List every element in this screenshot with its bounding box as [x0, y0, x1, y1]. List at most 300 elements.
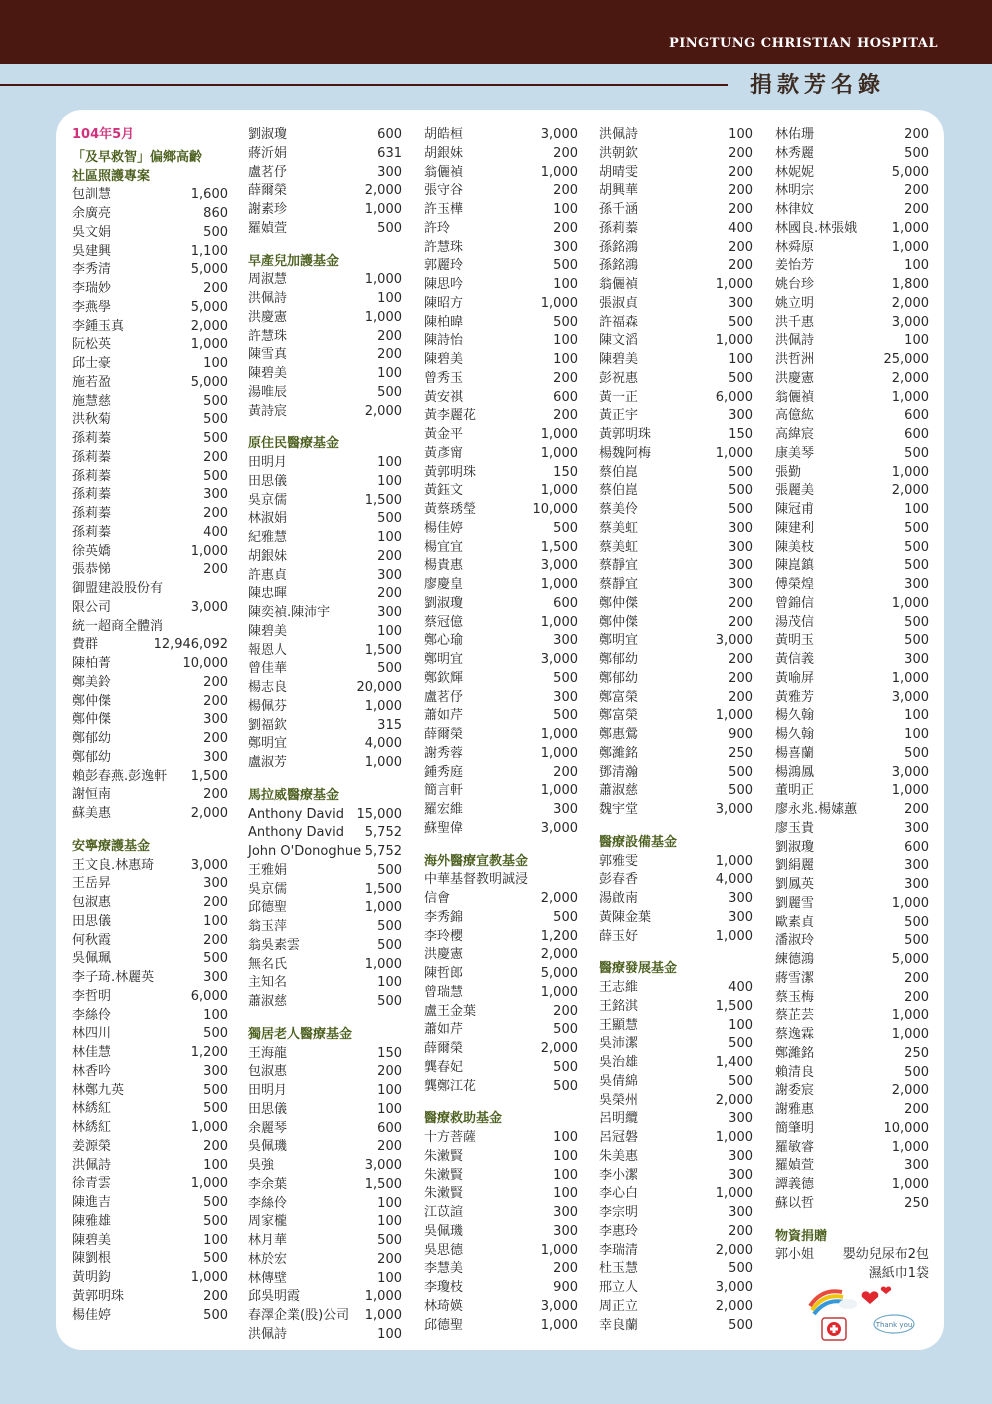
donation-amount: 500	[904, 933, 929, 949]
section-title: 馬拉威醫療基金	[248, 787, 340, 803]
donor-list	[424, 890, 578, 1096]
donor-name: 林四川	[72, 1026, 112, 1042]
donation-amount: 3,000	[715, 802, 753, 817]
donor-name: 許福森	[599, 314, 639, 330]
donor-name: 高緯宸	[775, 427, 815, 442]
donor-name: 黃郭明珠	[599, 427, 652, 442]
donor-row	[599, 1279, 753, 1298]
donation-amount: 100	[377, 1101, 402, 1117]
donation-amount: 1,000	[540, 164, 578, 180]
donor-row	[599, 1092, 753, 1111]
donor-name: 徐青雲	[72, 1176, 112, 1192]
donor-name: 吳文娟	[72, 224, 112, 240]
donor-name: 蕭淑慈	[599, 783, 639, 799]
donation-amount: 200	[377, 586, 402, 602]
donor-name: 洪佩詩	[248, 291, 288, 306]
donation-amount: 200	[377, 328, 402, 344]
donor-row	[424, 1003, 578, 1022]
section-title: 醫療設備基金	[599, 834, 678, 850]
donor-name: 羅媜萱	[775, 1158, 815, 1174]
donation-amount: 1,000	[540, 614, 578, 630]
donor-row	[72, 1119, 228, 1138]
donor-row	[775, 1101, 929, 1120]
donor-name: 陳忠暉	[248, 586, 288, 602]
donation-amount: 100	[904, 727, 929, 742]
donor-name: 洪千惠	[775, 314, 815, 330]
donation-amount: 3,000	[891, 689, 929, 705]
donor-name: 翁儷禎	[599, 277, 639, 292]
donation-amount: 300	[203, 712, 228, 728]
speech-bubble-icon	[874, 1315, 914, 1333]
donor-row	[248, 1045, 402, 1064]
donor-row	[599, 670, 753, 689]
donor-row	[775, 164, 929, 183]
donor-row	[775, 1157, 929, 1176]
donor-list	[424, 126, 578, 839]
section-title: 海外醫療宣教基金	[424, 853, 529, 869]
donation-amount: 300	[553, 802, 578, 817]
donor-row	[424, 314, 578, 333]
donor-row	[599, 314, 753, 333]
donation-amount: 300	[728, 539, 753, 555]
donor-row	[775, 801, 929, 820]
donor-row	[424, 445, 578, 464]
donor-list	[599, 853, 753, 947]
donor-list	[72, 186, 228, 580]
donor-name: 翁儷禎	[424, 164, 464, 180]
donor-row	[599, 707, 753, 726]
donation-amount: 3,000	[540, 127, 578, 142]
donor-name: 盧茗伃	[248, 164, 288, 180]
section-title: 早產兒加護基金	[248, 253, 340, 269]
donor-name: 蔡逸霖	[775, 1027, 815, 1042]
donation-amount: 500	[377, 937, 402, 953]
donation-amount: 1,000	[715, 333, 753, 349]
donation-amount: 200	[377, 347, 402, 363]
donation-amount: 300	[203, 876, 228, 892]
donor-name: 黃陳金葉	[599, 909, 652, 925]
donor-name: Anthony David	[248, 825, 345, 841]
donor-list	[248, 454, 402, 773]
donor-name: 杜玉慧	[599, 1261, 639, 1277]
donor-row	[775, 501, 929, 520]
donor-name: 周家櫳	[248, 1214, 288, 1230]
donor-name: 鄭郁幼	[599, 652, 639, 667]
donor-row	[424, 614, 578, 633]
donor-row	[599, 1035, 753, 1054]
donor-row	[72, 1288, 228, 1307]
donor-name: 曾瑞慧	[424, 984, 464, 1000]
donor-name: 陳奕禎.陳沛宇	[248, 605, 331, 620]
donor-name: 十方菩薩	[424, 1130, 477, 1145]
donation-amount: 1,000	[540, 295, 578, 311]
donation-amount: 5,752	[364, 844, 402, 859]
donor-row	[424, 1021, 578, 1040]
donation-amount: 300	[728, 520, 753, 536]
donor-row	[599, 595, 753, 614]
donor-row	[599, 145, 753, 164]
donation-amount: 100	[377, 1326, 402, 1342]
donation-amount: 100	[553, 277, 578, 292]
donation-amount: 250	[904, 1195, 929, 1211]
donation-amount: 100	[377, 291, 402, 306]
donor-name: 邢立人	[599, 1280, 639, 1295]
donor-name: 翁儷禎	[775, 389, 815, 405]
donor-row	[72, 1082, 228, 1101]
donor-name: 孫莉蓁	[72, 449, 112, 465]
donation-amount: 400	[203, 524, 228, 540]
donor-list	[424, 1129, 578, 1335]
donor-row	[248, 548, 402, 567]
donor-row	[599, 1073, 753, 1092]
donor-row	[775, 482, 929, 501]
donor-row	[775, 914, 929, 933]
section-title: 物資捐贈	[775, 1228, 828, 1244]
donor-name: 洪佩詩	[72, 1157, 112, 1173]
donor-name: 陳詩怡	[424, 333, 464, 349]
donor-row	[599, 632, 753, 651]
donation-amount: 1,000	[540, 745, 578, 761]
donation-amount: 3,000	[540, 820, 578, 836]
donor-name: 曾秀玉	[424, 370, 464, 386]
donor-row	[424, 1242, 578, 1261]
donor-row	[72, 1307, 228, 1326]
donation-amount: 500	[203, 1251, 228, 1267]
donor-row	[599, 909, 753, 928]
donation-amount: 300	[553, 1205, 578, 1220]
donation-amount: 200	[728, 183, 753, 199]
donation-amount: 600	[904, 408, 929, 424]
donor-row	[599, 220, 753, 239]
donation-amount: 250	[904, 1045, 929, 1061]
donor-row	[248, 660, 402, 679]
donor-name: 蔣雪潔	[775, 970, 815, 986]
donor-name: 洪佩詩	[599, 127, 639, 142]
donor-row	[599, 764, 753, 783]
donor-list	[599, 126, 753, 820]
donor-row	[775, 576, 929, 595]
donor-row	[72, 655, 228, 674]
donation-amount: 100	[203, 1157, 228, 1173]
donor-name: 郭小姐	[775, 1247, 815, 1263]
donor-row	[72, 1232, 228, 1251]
donor-name: 許慧珠	[248, 328, 288, 344]
donor-name: 吳榮州	[599, 1092, 639, 1108]
donor-name: 謝委宸	[775, 1083, 815, 1099]
donor-row	[72, 913, 228, 932]
donor-row	[775, 370, 929, 389]
donor-name: 信會	[424, 891, 451, 906]
donor-name: 鄭郁幼	[72, 749, 112, 765]
donation-amount: 1,000	[190, 1176, 228, 1192]
donor-name: 田思儀	[248, 473, 288, 489]
donor-row	[775, 820, 929, 839]
donor-row	[72, 486, 228, 505]
donor-row	[424, 1167, 578, 1186]
hospital-name: PINGTUNG CHRISTIAN HOSPITAL	[668, 36, 938, 51]
donation-amount: 100	[377, 366, 402, 381]
donation-amount: 200	[553, 220, 578, 236]
donation-amount: 1,100	[190, 243, 228, 259]
donation-amount: 300	[728, 295, 753, 311]
donor-name: 薛爾榮	[248, 183, 288, 199]
donation-amount: 200	[203, 506, 228, 521]
donor-row	[72, 1025, 228, 1044]
donor-name: 陳美枝	[775, 539, 815, 555]
donor-name: 賴彭春燕.彭逸軒	[72, 768, 168, 784]
donation-amount: 100	[377, 530, 402, 545]
donor-row	[424, 1279, 578, 1298]
donor-name: 謝恒南	[72, 787, 112, 803]
donation-amount: 300	[553, 1223, 578, 1239]
donor-row	[775, 1007, 929, 1026]
donation-amount: 200	[377, 1251, 402, 1267]
donation-amount: 1,000	[715, 1186, 753, 1202]
donor-name: 吳京儒	[248, 881, 288, 897]
donor-name: 張守谷	[424, 183, 464, 199]
donor-row	[72, 205, 228, 224]
donation-amount: 2,000	[540, 947, 578, 963]
donor-row	[775, 332, 929, 351]
donor-name: 譚義德	[775, 1177, 815, 1192]
donor-name: 黃郭明珠	[72, 1288, 125, 1304]
donation-amount: 100	[203, 1007, 228, 1023]
donor-row	[72, 186, 228, 205]
donation-amount: 2,000	[364, 183, 402, 199]
column-4	[599, 126, 753, 1335]
donation-amount: 100	[377, 455, 402, 470]
donation-amount: 500	[553, 670, 578, 686]
donor-row	[72, 355, 228, 374]
donor-name: 董明正	[775, 783, 815, 799]
donor-name: 楊魏阿梅	[599, 445, 652, 461]
donor-row	[424, 820, 578, 839]
goods-row	[775, 1265, 929, 1284]
donor-name: 林舜原	[775, 239, 815, 255]
donation-amount: 100	[904, 258, 929, 274]
donor-name: 鄭仲傑	[599, 595, 639, 611]
donation-amount: 3,000	[891, 314, 929, 330]
donation-amount: 500	[904, 745, 929, 761]
donor-row	[775, 632, 929, 651]
donation-amount: 200	[553, 408, 578, 424]
donor-row	[248, 473, 402, 492]
donation-amount: 500	[553, 909, 578, 925]
donor-name: 李瑞妙	[72, 281, 112, 296]
donor-row	[248, 510, 402, 529]
donation-amount: 200	[728, 652, 753, 667]
donation-amount: 200	[203, 449, 228, 465]
donor-row	[248, 937, 402, 956]
donor-row	[599, 501, 753, 520]
donation-amount: 500	[728, 764, 753, 780]
donor-row	[72, 693, 228, 712]
donor-row	[248, 881, 402, 900]
donation-amount: 1,500	[190, 768, 228, 784]
donor-row	[775, 1195, 929, 1214]
donor-row	[424, 576, 578, 595]
donation-amount: 200	[203, 895, 228, 910]
donor-name: 吳思德	[424, 1242, 464, 1258]
donor-name: 鄭仲傑	[72, 693, 112, 709]
donor-name: 李哲明	[72, 988, 112, 1004]
donor-name: 練德鴻	[775, 952, 815, 967]
donation-amount: 100	[728, 127, 753, 142]
donor-row	[248, 843, 402, 862]
donor-row	[424, 370, 578, 389]
donor-name: 楊佳婷	[424, 520, 464, 536]
donation-amount: 300	[728, 1167, 753, 1183]
donor-name: 張淑貞	[599, 295, 639, 311]
donation-amount: 100	[377, 623, 402, 639]
donation-amount: 500	[728, 483, 753, 499]
donation-amount: 631	[377, 145, 402, 161]
donor-row	[599, 979, 753, 998]
donation-amount: 500	[728, 1317, 753, 1333]
section-title: 獨居老人醫療基金	[248, 1026, 353, 1042]
donation-amount: 2,000	[540, 1041, 578, 1056]
donor-name: 鍾秀庭	[424, 764, 464, 780]
donor-row	[72, 299, 228, 318]
donation-amount: 1,800	[891, 277, 929, 292]
donor-name: 江苡諠	[424, 1205, 464, 1220]
donor-row	[599, 726, 753, 745]
section-title: 社區照護專案	[72, 168, 151, 184]
donation-amount: 900	[728, 727, 753, 742]
donation-amount: 2,000	[891, 1083, 929, 1099]
donation-amount: 500	[904, 1064, 929, 1080]
donor-row	[599, 389, 753, 408]
donor-name: 王銘淇	[599, 998, 639, 1014]
donation-amount: 1,000	[891, 239, 929, 255]
donation-amount: 500	[377, 511, 402, 527]
donation-amount: 100	[553, 1148, 578, 1164]
donor-row	[424, 909, 578, 928]
donor-row	[424, 651, 578, 670]
donor-name: 楊宜宜	[424, 539, 464, 555]
donor-row	[248, 1195, 402, 1214]
donor-name: 劉淑瓊	[424, 595, 464, 611]
donor-row	[424, 520, 578, 539]
donor-row	[424, 182, 578, 201]
donor-name: 陳雅雄	[72, 1213, 112, 1229]
donation-amount: 100	[553, 1186, 578, 1202]
donor-name: 羅敏睿	[775, 1139, 815, 1155]
donor-name: 林於宏	[248, 1251, 288, 1267]
donation-amount: 200	[904, 802, 929, 817]
donor-row	[424, 201, 578, 220]
donation-amount: 3,000	[190, 599, 228, 615]
section-title: 「及早救智」偏鄉高齡	[72, 149, 203, 165]
donation-amount: 200	[377, 1139, 402, 1155]
donation-amount: 300	[728, 1111, 753, 1127]
donation-amount: 1,000	[540, 1317, 578, 1333]
donor-row	[424, 464, 578, 483]
donor-row	[599, 1129, 753, 1148]
donation-amount: 100	[377, 473, 402, 489]
donor-row	[599, 426, 753, 445]
donation-amount: 500	[203, 412, 228, 428]
donor-name: 蘇美惠	[72, 806, 112, 821]
donation-amount: 100	[904, 708, 929, 724]
donor-row	[72, 1138, 228, 1157]
donation-amount: 4,000	[715, 872, 753, 888]
donor-list	[775, 126, 929, 1214]
donor-name: 鄭仲傑	[599, 614, 639, 630]
donation-amount: 1,000	[540, 783, 578, 799]
donor-name: 許慧珠	[424, 239, 464, 255]
donor-name: 施若盈	[72, 374, 112, 390]
donor-name: 姚台珍	[775, 277, 815, 292]
donor-name: 蔡伯崑	[599, 464, 639, 480]
donor-list	[248, 126, 402, 239]
donor-name: 羅媜萱	[248, 220, 288, 236]
donor-name: 楊貴惠	[424, 558, 464, 574]
donation-amount: 5,752	[364, 825, 402, 841]
donor-row	[775, 145, 929, 164]
donation-amount: 12,946,092	[153, 637, 228, 653]
donor-row	[599, 928, 753, 947]
donor-name: 洪秋菊	[72, 412, 112, 428]
donor-name: 林鄭九英	[72, 1082, 125, 1098]
donation-amount: 300	[904, 1158, 929, 1174]
donation-amount: 1,000	[891, 464, 929, 480]
donation-amount: 500	[203, 1213, 228, 1229]
donor-name: 張恭悌	[72, 562, 112, 578]
donor-name: 陳雪真	[248, 347, 288, 363]
donor-row	[775, 876, 929, 895]
donor-name: 林明宗	[775, 183, 815, 199]
donation-amount: 200	[904, 989, 929, 1005]
donor-name: 姚立明	[775, 295, 815, 311]
donor-row	[72, 786, 228, 805]
donor-row	[424, 726, 578, 745]
donor-row	[424, 689, 578, 708]
donor-name: 費群	[72, 637, 99, 653]
donation-amount: 500	[377, 862, 402, 878]
donor-name: 謝雅惠	[775, 1102, 815, 1117]
donation-amount: 200	[728, 670, 753, 686]
donor-row	[72, 1250, 228, 1269]
donor-name: 蔡靜宜	[599, 558, 639, 574]
donor-name: 邱德聖	[424, 1317, 464, 1333]
donor-row	[599, 276, 753, 295]
donation-amount: 500	[553, 1078, 578, 1094]
donation-amount: 500	[203, 224, 228, 240]
donor-row	[775, 1120, 929, 1139]
donation-amount: 200	[203, 674, 228, 690]
donation-amount: 300	[904, 877, 929, 892]
donor-name: 林綉紅	[72, 1120, 112, 1135]
donor-row	[72, 243, 228, 262]
donor-name: 孫銘鴻	[599, 239, 639, 255]
donation-amount: 1,000	[891, 1027, 929, 1042]
donor-name: 楊久翰	[775, 727, 815, 742]
donation-amount: 300	[728, 408, 753, 424]
donor-name-line: 統一超商全體消	[72, 618, 164, 634]
donor-name: 陳碧美	[599, 352, 639, 367]
donor-row	[72, 524, 228, 543]
donor-name: 廖慶皇	[424, 577, 464, 592]
donor-name: 鄧清瀚	[599, 764, 639, 780]
donor-name: 朱美惠	[599, 1148, 639, 1164]
donor-name: 徐英嬌	[72, 543, 112, 559]
donor-name: 孫莉蓁	[72, 506, 112, 521]
donor-name: 李慧美	[424, 1261, 464, 1277]
donor-name: 余麗琴	[248, 1120, 288, 1136]
donor-row	[599, 351, 753, 370]
donation-amount: 500	[203, 1082, 228, 1098]
